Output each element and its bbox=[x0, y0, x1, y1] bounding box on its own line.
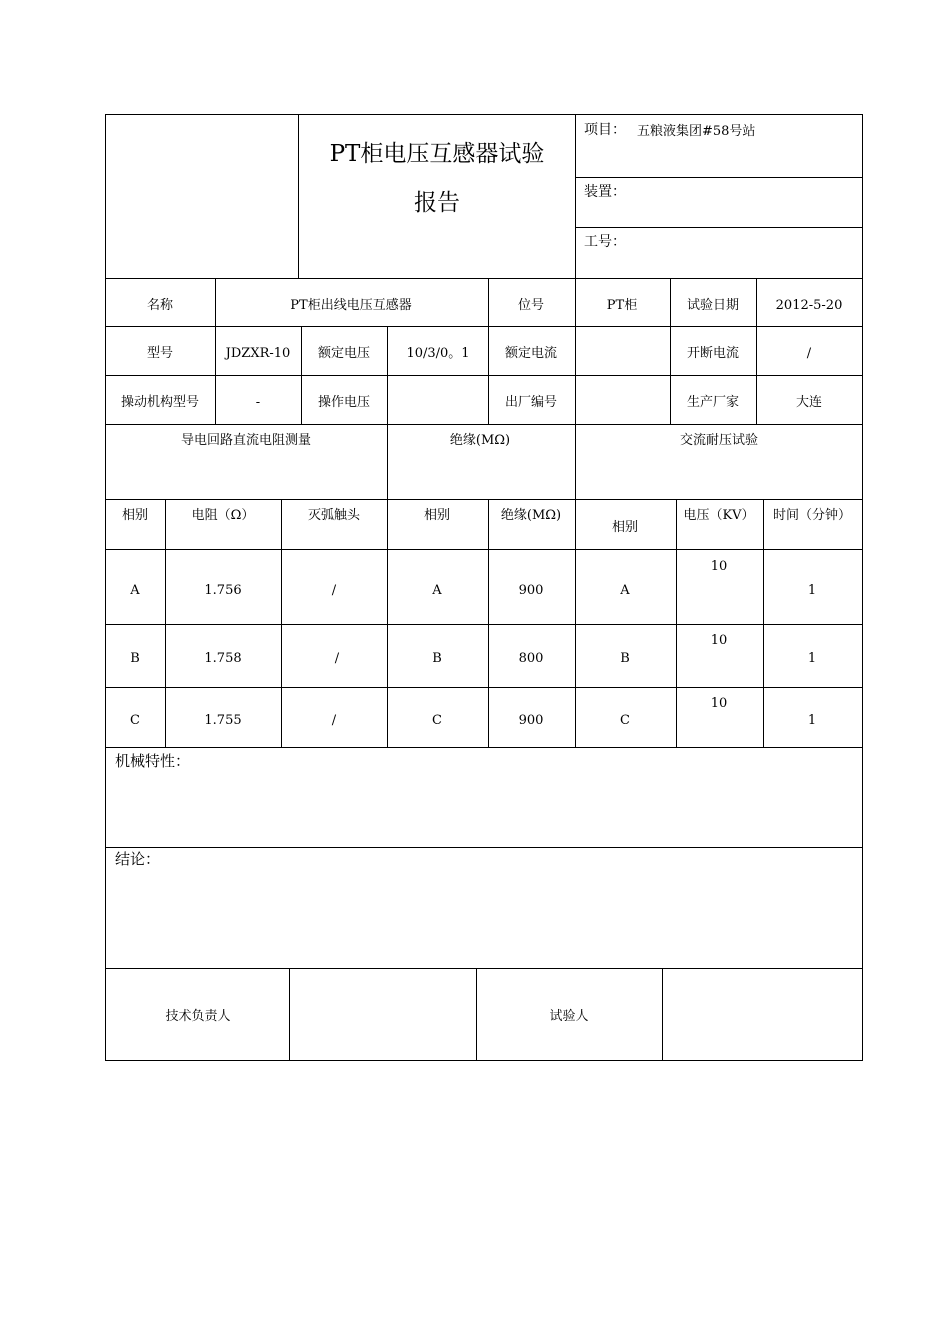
meas-v3 bbox=[387, 499, 388, 747]
footer-v1 bbox=[289, 968, 290, 1061]
col-arc-contact: 灭弧触头 bbox=[307, 508, 361, 523]
table-row-b-phase2: B bbox=[432, 651, 442, 666]
meas-v5 bbox=[575, 499, 576, 747]
meas-line-2 bbox=[105, 624, 863, 625]
name-label: 名称 bbox=[146, 298, 174, 313]
section-v2 bbox=[575, 424, 576, 500]
info-r23-v3 bbox=[387, 326, 388, 424]
meas-v6 bbox=[676, 499, 677, 747]
report-title-line2: 报告 bbox=[414, 190, 460, 216]
info-r1-v5 bbox=[756, 278, 757, 326]
section-v1 bbox=[387, 424, 388, 500]
table-row-c-time: 1 bbox=[807, 713, 817, 728]
info-line-1 bbox=[105, 326, 863, 327]
conclusion-bottom-line bbox=[105, 968, 863, 969]
info-r23-v5 bbox=[575, 326, 576, 424]
col-phase-3: 相别 bbox=[611, 520, 639, 535]
info-r23-v2 bbox=[301, 326, 302, 424]
report-title-line1: PT柜电压互感器试验 bbox=[329, 141, 545, 167]
manufacturer-label: 生产厂家 bbox=[686, 395, 740, 410]
table-row-c-voltage: 10 bbox=[710, 696, 728, 711]
header-divider-right bbox=[575, 114, 576, 278]
table-row-b-phase3: B bbox=[620, 651, 630, 666]
col-time: 时间（分钟） bbox=[772, 508, 852, 523]
table-row-a-phase1: A bbox=[130, 583, 140, 598]
info-r1-v3 bbox=[575, 278, 576, 326]
rated-voltage-value: 10/3/0。1 bbox=[406, 346, 470, 361]
mechanism-model-value: - bbox=[255, 395, 261, 410]
conclusion-label: 结论： bbox=[115, 850, 161, 868]
breaking-current-label: 开断电流 bbox=[686, 346, 740, 361]
mechanical-label: 机械特性： bbox=[115, 752, 191, 770]
table-row-c-phase3: C bbox=[620, 713, 630, 728]
mechanical-bottom-line bbox=[105, 847, 863, 848]
footer-v2 bbox=[476, 968, 477, 1061]
test-date-value: 2012-5-20 bbox=[775, 298, 843, 313]
table-row-a-insulation: 900 bbox=[518, 583, 544, 598]
table-row-a-phase2: A bbox=[432, 583, 442, 598]
meas-v4 bbox=[488, 499, 489, 747]
header-divider-left bbox=[298, 114, 299, 278]
info-top-line bbox=[105, 278, 863, 279]
table-row-c-arc: / bbox=[331, 713, 337, 728]
info-r1-v4 bbox=[670, 278, 671, 326]
info-r23-v1 bbox=[215, 326, 216, 424]
project-label: 项目： bbox=[584, 122, 626, 138]
mechanism-model-label: 操动机构型号 bbox=[120, 395, 200, 410]
table-row-b-time: 1 bbox=[807, 651, 817, 666]
model-label: 型号 bbox=[146, 346, 174, 361]
section-ac-withstand: 交流耐压试验 bbox=[679, 433, 759, 448]
meas-line-4 bbox=[105, 747, 863, 748]
work-no-label: 工号： bbox=[584, 234, 626, 250]
model-value: JDZXR-10 bbox=[225, 346, 291, 361]
section-dc-resistance: 导电回路直流电阻测量 bbox=[180, 433, 312, 448]
header-line-2 bbox=[575, 227, 863, 228]
position-value: PT柜 bbox=[606, 298, 638, 313]
table-row-c-phase2: C bbox=[432, 713, 442, 728]
section-insulation: 绝缘(MΩ) bbox=[449, 433, 511, 448]
table-row-a-voltage: 10 bbox=[710, 559, 728, 574]
col-insulation: 绝缘(MΩ) bbox=[500, 508, 562, 523]
meas-v7 bbox=[763, 499, 764, 747]
info-r1-v1 bbox=[215, 278, 216, 326]
col-resistance: 电阻（Ω） bbox=[191, 508, 255, 523]
tech-lead-label: 技术负责人 bbox=[165, 1009, 231, 1024]
device-label: 装置： bbox=[584, 184, 626, 200]
info-r23-v7 bbox=[756, 326, 757, 424]
tester-label: 试验人 bbox=[549, 1009, 589, 1024]
meas-v2 bbox=[281, 499, 282, 747]
info-r1-v2 bbox=[488, 278, 489, 326]
operating-voltage-label: 操作电压 bbox=[317, 395, 371, 410]
meas-v1 bbox=[165, 499, 166, 747]
header-line-1 bbox=[575, 177, 863, 178]
section-bottom-line bbox=[105, 499, 863, 500]
info-line-3 bbox=[105, 424, 863, 425]
test-date-label: 试验日期 bbox=[686, 298, 740, 313]
table-row-a-phase3: A bbox=[620, 583, 630, 598]
position-label: 位号 bbox=[517, 298, 545, 313]
table-row-b-phase1: B bbox=[130, 651, 140, 666]
name-value: PT柜出线电压互感器 bbox=[290, 298, 412, 313]
table-row-c-resistance: 1.755 bbox=[204, 713, 242, 728]
table-row-b-insulation: 800 bbox=[518, 651, 544, 666]
meas-line-1 bbox=[105, 549, 863, 550]
project-value: 五粮液集团#58号站 bbox=[637, 124, 756, 139]
table-row-a-resistance: 1.756 bbox=[204, 583, 242, 598]
table-row-c-insulation: 900 bbox=[518, 713, 544, 728]
col-voltage: 电压（KV） bbox=[683, 508, 755, 523]
col-phase-2: 相别 bbox=[423, 508, 451, 523]
rated-voltage-label: 额定电压 bbox=[317, 346, 371, 361]
table-row-b-resistance: 1.758 bbox=[204, 651, 242, 666]
rated-current-label: 额定电流 bbox=[504, 346, 558, 361]
breaking-current-value: / bbox=[806, 346, 812, 361]
table-row-b-voltage: 10 bbox=[710, 633, 728, 648]
footer-v3 bbox=[662, 968, 663, 1061]
info-r23-v4 bbox=[488, 326, 489, 424]
table-row-c-phase1: C bbox=[130, 713, 140, 728]
table-row-a-arc: / bbox=[331, 583, 337, 598]
meas-line-3 bbox=[105, 687, 863, 688]
col-phase-1: 相别 bbox=[121, 508, 149, 523]
table-row-a-time: 1 bbox=[807, 583, 817, 598]
info-r23-v6 bbox=[670, 326, 671, 424]
table-row-b-arc: / bbox=[334, 651, 340, 666]
manufacturer-value: 大连 bbox=[795, 395, 823, 410]
serial-no-label: 出厂编号 bbox=[504, 395, 558, 410]
info-line-2 bbox=[105, 375, 863, 376]
